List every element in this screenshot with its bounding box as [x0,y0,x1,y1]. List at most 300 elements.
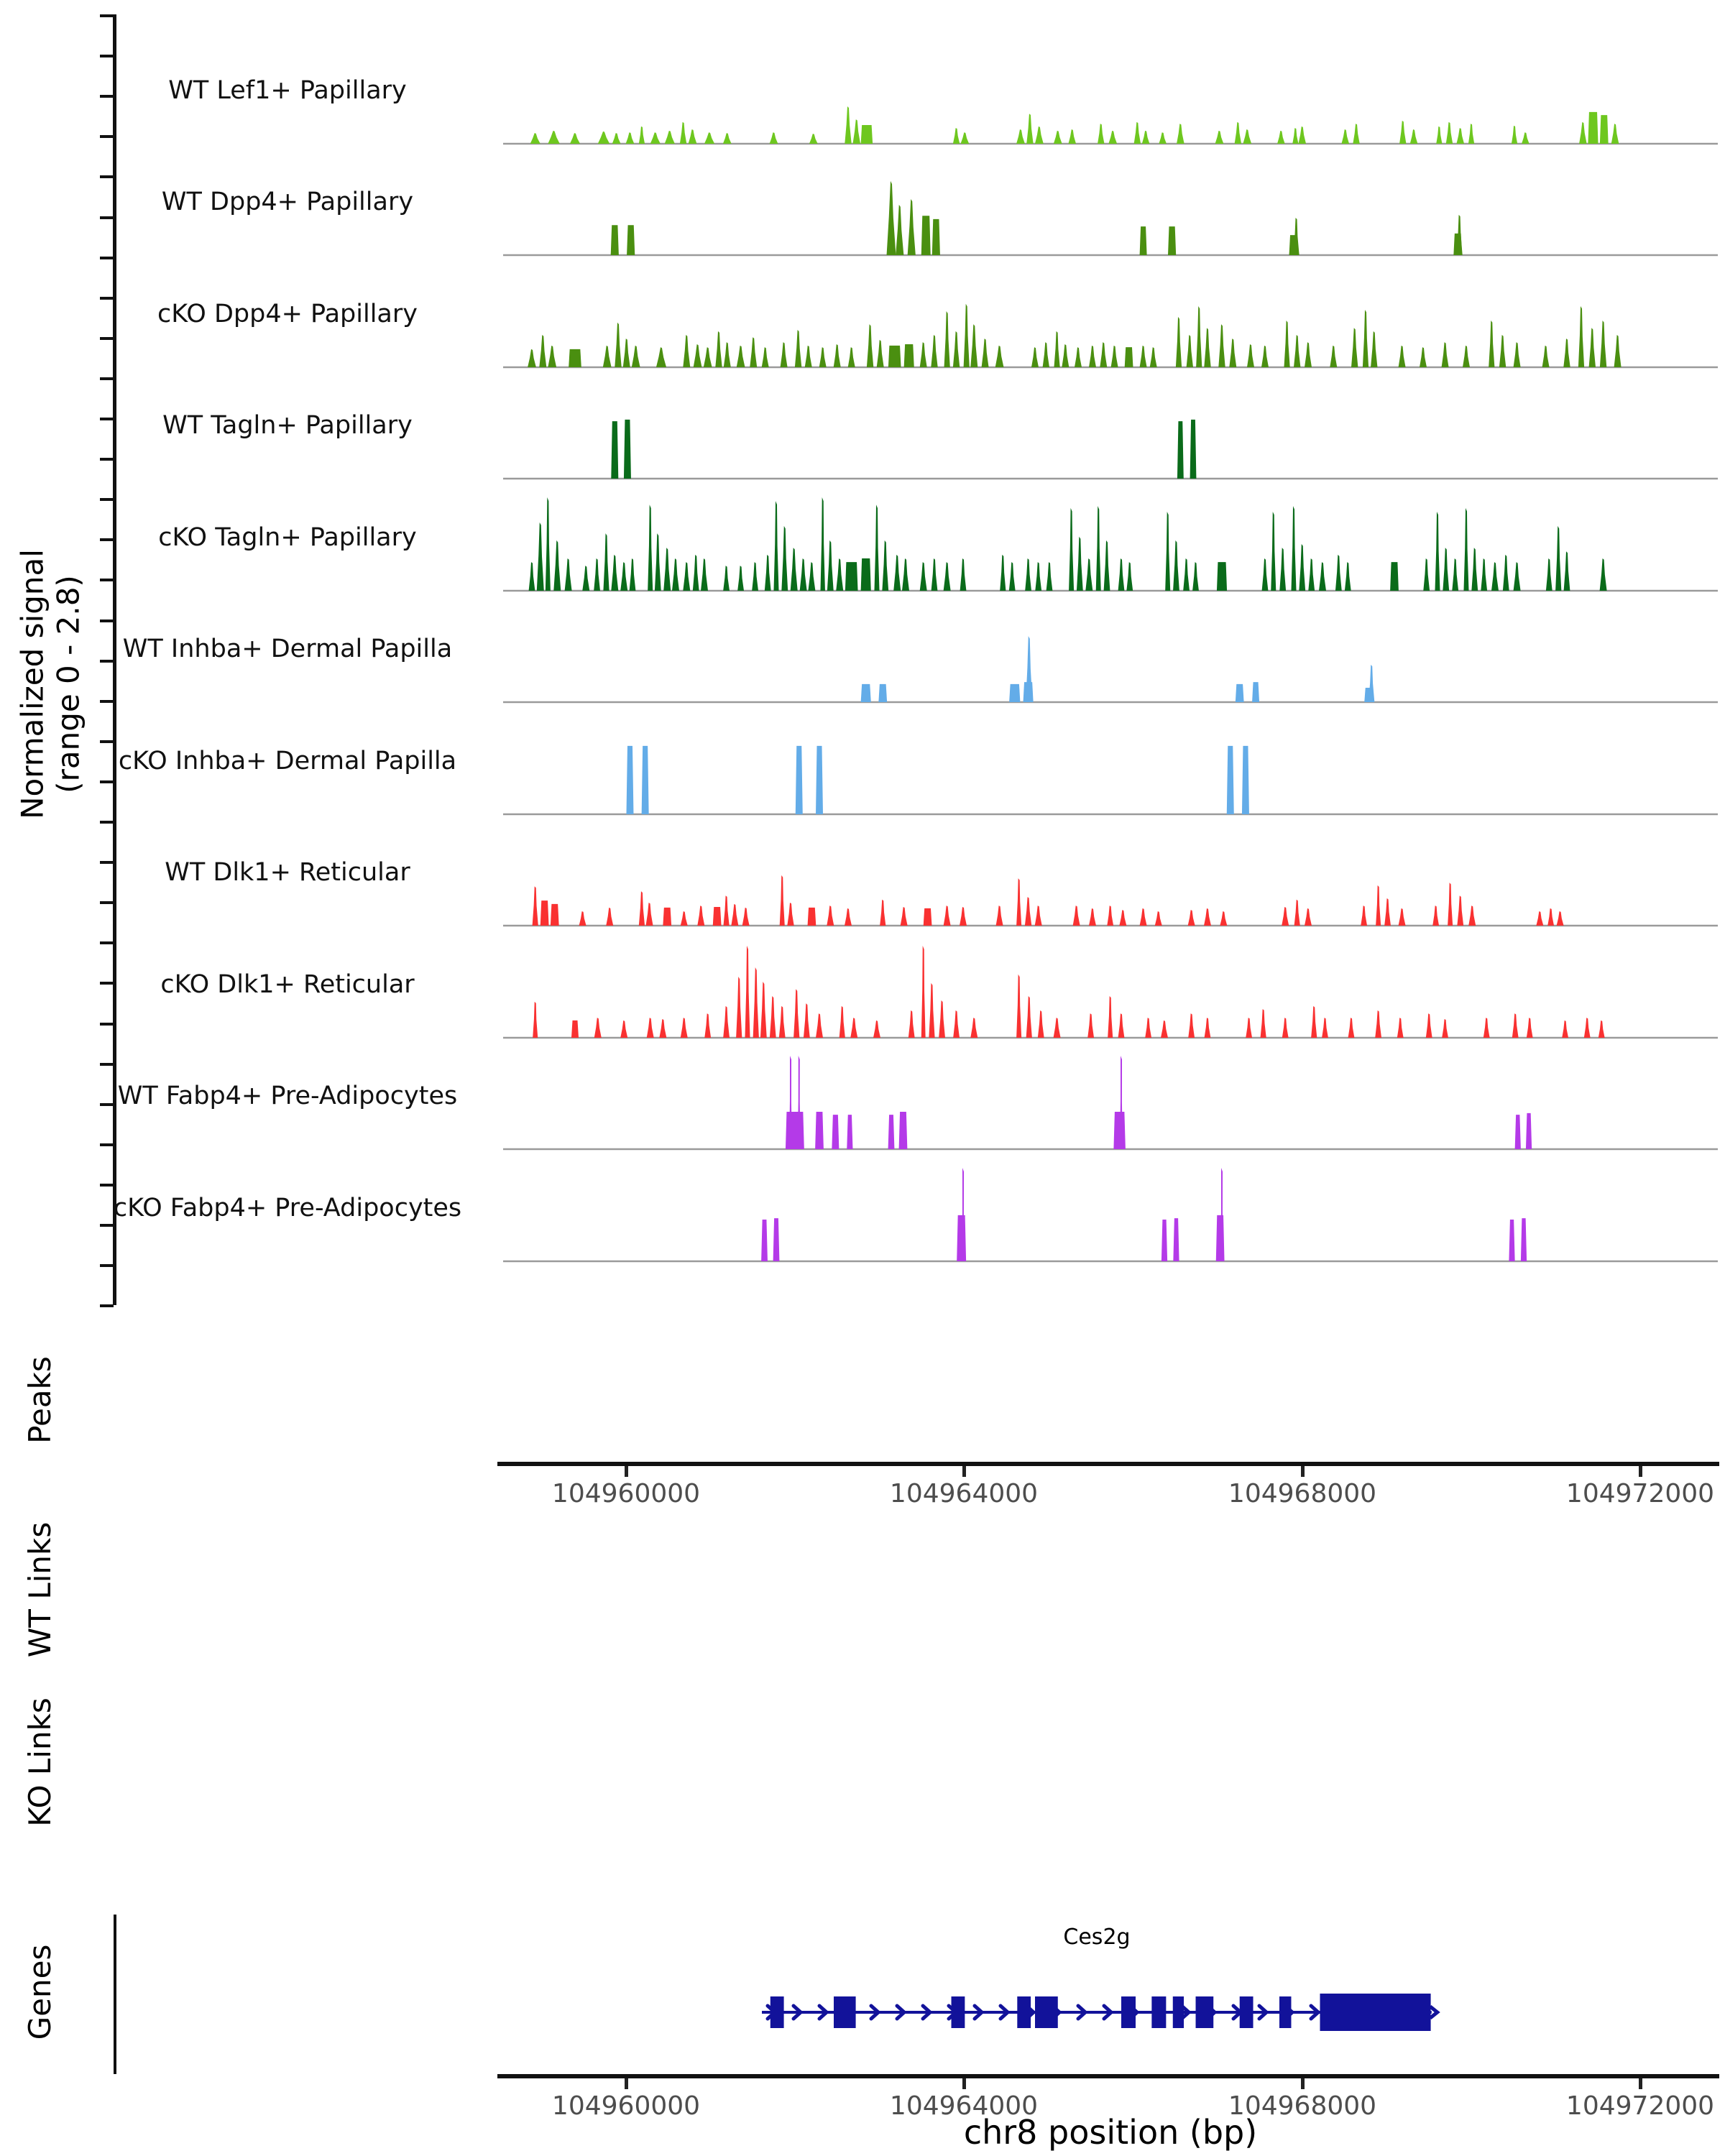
signal-peak [840,1006,845,1038]
axis-tick-label: 104972000 [1565,2091,1715,2121]
gene-model-svg [503,1971,1718,2054]
signal-peak [1085,558,1092,591]
signal-peak [960,558,967,591]
signal-peak [540,900,549,926]
y-axis-label-line2: (range 0 - 2.8) [50,575,86,793]
signal-peak [867,324,873,367]
signal-peak [929,983,934,1038]
signal-peak [697,906,704,926]
axis-tick [625,2078,628,2089]
signal-peak [770,996,776,1038]
signal-peak [1555,526,1561,591]
signal-peak [1069,508,1074,591]
signal-peak [1384,898,1391,926]
signal-peak [1468,906,1476,926]
signal-peak [681,1018,688,1038]
signal-peak [1075,347,1082,367]
axis-tick-label: 104964000 [889,2091,1039,2121]
signal-peak [1009,684,1020,702]
track-label: WT Inhba+ Dermal Papilla [122,635,453,663]
signal-peak [620,562,627,591]
signal-peak [888,346,901,367]
signal-peak [1399,121,1406,144]
signal-peak [1246,1018,1252,1038]
signal-peak [816,1013,823,1038]
signal-peak [888,1115,895,1149]
track-row-wt-tagln-papillary [0,377,1725,482]
signal-peak [1035,126,1044,144]
signal-peak [944,311,950,367]
gene-exon [952,1996,965,2028]
signal-peak [1282,907,1289,926]
signal-peak [1499,335,1506,367]
signal-peak [553,540,561,591]
signal-peak [1322,1018,1328,1038]
gene-name-label: Ces2g [1063,1925,1131,1950]
signal-peak [1578,306,1584,367]
track-signal-svg [503,1047,1718,1151]
signal-peak [745,946,750,1038]
section-label-ko-links: KO Links [22,1697,58,1827]
signal-peak [970,1018,978,1038]
signal-peak [1043,342,1049,367]
signal-peak [713,907,722,926]
track-label: WT Tagln+ Papillary [162,411,413,440]
signal-peak [1351,328,1358,367]
signal-peak [1348,1018,1355,1038]
signal-peak [761,1220,768,1261]
signal-peak [920,562,927,591]
signal-peak [1526,1113,1532,1149]
signal-peak [1217,562,1227,591]
signal-peak [1291,506,1296,591]
track-signal-svg [503,153,1718,257]
signal-peak [612,133,621,144]
signal-peak [1564,551,1570,591]
signal-peak [753,967,759,1038]
signal-peak [964,304,970,367]
signal-peak [1035,906,1042,926]
signal-peak [594,558,600,591]
signal-peak [970,324,978,367]
signal-peak [672,558,679,591]
signal-peak [1390,562,1399,591]
signal-peak [642,746,649,814]
signal-peak [1375,1010,1381,1038]
signal-peak [931,335,937,367]
track-label: cKO Dlk1+ Reticular [160,970,415,999]
signal-peak [847,1115,852,1149]
signal-peak [1463,346,1470,367]
signal-peak [1125,347,1133,367]
signal-peak [1522,132,1530,144]
signal-peak [1227,746,1234,814]
signal-peak [571,1021,579,1038]
signal-peak [1118,558,1125,591]
signal-peak [1271,512,1276,591]
signal-peak [995,346,1004,367]
signal-peak [1294,900,1300,926]
signal-peak [630,558,636,591]
signal-peak [1299,544,1305,591]
signal-peak [1489,321,1494,367]
signal-peak [689,129,697,144]
axis-tick [1639,2078,1642,2089]
signal-peak [737,346,745,367]
signal-peak [731,904,738,926]
signal-peak [681,911,688,926]
signal-peak [1073,906,1080,926]
signal-peak [845,562,858,591]
signal-peak [1261,346,1269,367]
signal-peak [1204,908,1211,926]
signal-peak [1436,126,1442,144]
signal-peak [1120,1056,1123,1149]
signal-peak [1448,883,1453,926]
signal-peak [796,746,803,814]
signal-peak [528,349,536,367]
signal-peak [1054,1018,1061,1038]
signal-peak [1165,512,1170,591]
signal-peak [1025,558,1031,591]
signal-peak [704,1013,711,1038]
gene-exon [1173,1996,1184,2028]
signal-peak [529,562,535,591]
signal-peak [1176,317,1182,367]
axis-line [497,1462,1719,1466]
signal-peak [1140,226,1147,255]
signal-peak [1035,562,1041,591]
signal-peak [1491,562,1499,591]
signal-peak [1016,129,1025,144]
signal-peak [1026,636,1032,702]
signal-peak [548,346,556,367]
signal-peak [1446,122,1453,144]
signal-peak [852,119,860,144]
signal-peak [1361,906,1367,926]
signal-peak [800,558,807,591]
signal-peak [1463,508,1468,591]
track-signal-svg [503,265,1718,369]
section-label-wt-links: WT Links [22,1521,58,1658]
signal-peak [1162,1220,1167,1261]
signal-peak [896,205,903,255]
gene-exon [770,1996,784,2028]
signal-peak [765,555,771,591]
signal-peak [723,1006,730,1038]
signal-peak [877,340,884,367]
signal-peak [1161,1021,1168,1038]
signal-peak [723,566,730,591]
signal-peak [537,522,544,591]
signal-peak [1215,131,1224,144]
signal-peak [1150,347,1157,367]
signal-peak [594,1018,602,1038]
signal-peak [1247,344,1254,367]
track-signal-svg [503,936,1718,1040]
signal-peak [1563,338,1570,367]
signal-peak [623,338,630,367]
signal-peak [1277,131,1285,144]
signal-peak [1423,558,1430,591]
axis-tick [1639,1466,1642,1477]
signal-peak [611,225,619,255]
signal-peak [820,497,824,591]
signal-peak [723,133,732,144]
signal-peak [611,421,618,479]
signal-peak [1262,558,1269,591]
signal-peak [1311,1006,1317,1038]
gene-exon [1017,1996,1031,2028]
signal-peak [953,331,960,367]
signal-peak [752,562,758,591]
signal-peak [1204,328,1210,367]
signal-peak [960,907,967,926]
signal-peak [704,347,712,367]
signal-peak [773,1218,780,1261]
signal-peak [1062,344,1069,367]
signal-peak [1399,908,1406,926]
signal-peak [861,684,871,702]
signal-peak [1145,1018,1151,1038]
track-label: WT Fabp4+ Pre-Adipocytes [117,1082,458,1110]
signal-peak [1026,996,1032,1038]
signal-peak [1305,342,1312,367]
track-row-wt-lef1-papillary [0,42,1725,147]
signal-peak [603,533,609,591]
track-row-cko-dlk1-reticular [0,936,1725,1041]
signal-peak [1026,114,1033,144]
signal-peak [1341,129,1349,144]
signal-peak [921,216,931,255]
gene-exon [1279,1996,1291,2028]
signal-peak [1134,122,1141,144]
track-row-wt-dpp4-papillary [0,153,1725,258]
signal-peak [1187,335,1193,367]
signal-peak [1140,346,1147,367]
track-row-cko-fabp4-pre-adipocytes [0,1159,1725,1264]
signal-peak [1397,1018,1404,1038]
signal-peak [882,540,888,591]
signal-peak [932,219,940,255]
signal-peak [808,908,816,926]
signal-peak [1188,1013,1195,1038]
signal-peak [723,895,729,926]
signal-peak [546,497,551,591]
signal-peak [781,526,788,591]
signal-peak [836,558,843,591]
signal-peak [598,132,610,144]
signal-peak [908,199,916,255]
signal-peak [570,133,580,144]
signal-peak [1547,908,1554,926]
signal-peak [804,1003,810,1038]
signal-peak [1345,562,1351,591]
signal-peak [1426,1013,1432,1038]
signal-peak [1119,910,1126,926]
axis-line [497,2074,1719,2078]
signal-peak [655,533,661,591]
signal-peak [1512,126,1517,144]
track-label: WT Dpp4+ Papillary [161,188,414,216]
signal-peak [1220,911,1227,926]
track-row-cko-dpp4-papillary [0,265,1725,370]
signal-peak [1527,1018,1533,1038]
track-label: cKO Dpp4+ Papillary [157,300,418,328]
signal-peak [924,908,932,926]
signal-peak [1284,321,1289,367]
signal-peak [1353,124,1359,144]
signal-peak [873,1021,880,1038]
signal-peak [632,346,640,367]
signal-peak [1140,908,1147,926]
signal-peak [1521,1218,1527,1261]
signal-peak [737,566,744,591]
signal-peak [551,904,559,926]
signal-peak [1087,1013,1094,1038]
signal-peak [845,908,852,926]
signal-peak [1108,996,1113,1038]
signal-peak [1279,548,1286,591]
signal-peak [819,347,827,367]
signal-peak [539,335,546,367]
signal-peak [1177,421,1184,479]
signal-peak [861,558,871,591]
signal-peak [960,132,969,144]
signal-peak [1292,128,1298,144]
signal-peak [1330,346,1337,367]
signal-peak [1512,1013,1519,1038]
signal-peak [1294,335,1300,367]
signal-peak [1509,1220,1514,1261]
signal-peak [1557,911,1564,926]
axis-tick-label: 104968000 [1228,2091,1377,2121]
gene-exon [1196,1996,1214,2028]
signal-peak [646,903,653,926]
gene-thick-exon [1320,1994,1430,2031]
signal-peak [1173,1218,1179,1261]
track-row-cko-tagln-papillary [0,489,1725,594]
axis-tick-label: 104964000 [889,1479,1039,1508]
genes-bracket-line [114,1915,116,2074]
track-row-wt-inhba-dermal-papilla [0,600,1725,705]
signal-peak [878,684,887,702]
signal-peak [899,1112,908,1149]
signal-peak [834,344,841,367]
signal-peak [1335,555,1342,591]
track-label: cKO Inhba+ Dermal Papilla [118,747,457,775]
signal-peak [1038,1010,1044,1038]
signal-peak [606,908,613,926]
signal-peak [921,946,926,1038]
signal-peak [1155,911,1162,926]
signal-peak [1579,122,1587,144]
track-signal-svg [503,600,1718,704]
signal-peak [1077,537,1083,591]
signal-peak [1443,548,1449,591]
signal-peak [1168,226,1176,255]
signal-peak [626,132,635,144]
signal-peak [795,330,801,367]
track-label: cKO Fabp4+ Pre-Adipocytes [113,1194,462,1222]
signal-peak [1173,540,1179,591]
signal-peak [715,331,722,367]
axis-tick [962,2078,966,2089]
signal-peak [1442,1019,1448,1038]
signal-peak [533,886,538,926]
axis-tick-label: 104972000 [1565,1479,1715,1508]
signal-peak [615,323,621,367]
signal-peak [1484,1018,1490,1038]
signal-peak [1054,331,1059,367]
signal-peak [944,562,951,591]
peaks-panel [503,1330,1718,1459]
signal-peak [1452,558,1458,591]
signal-peak [533,1002,538,1038]
signal-peak [548,131,559,144]
signal-peak [626,746,633,814]
signal-peak [639,891,645,926]
signal-peak [901,907,908,926]
track-label: cKO Tagln+ Papillary [158,523,417,552]
axis-tick-label: 104968000 [1228,1479,1377,1508]
y-axis-tick [100,1304,114,1307]
signal-peak [1111,346,1118,367]
signal-peak [1319,562,1326,591]
signal-peak [1009,562,1016,591]
signal-peak [1031,347,1039,367]
signal-peak [1104,540,1110,591]
gene-exon [1035,1996,1058,2028]
signal-peak [1371,331,1377,367]
track-signal-svg [503,42,1718,146]
signal-peak [787,903,794,926]
signal-peak [648,505,653,591]
signal-peak [908,1010,915,1038]
ko-links-panel [503,1689,1718,1833]
signal-peak [650,132,661,144]
signal-peak [1126,562,1133,591]
signal-peak [1305,908,1312,926]
signal-peak [1142,131,1150,144]
signal-peak [701,558,708,591]
signal-peak [1190,420,1197,479]
signal-peak [880,900,886,926]
signal-peak [1054,131,1062,144]
signal-peak [944,906,951,926]
gene-exon [1121,1996,1136,2028]
signal-peak [1410,129,1418,144]
signal-peak [683,335,690,367]
signal-peak [680,122,686,144]
signal-peak [780,875,785,926]
signal-peak [704,132,714,144]
signal-peak [1611,124,1619,144]
signal-peak [1420,347,1427,367]
signal-peak [1588,112,1598,144]
signal-peak [694,344,702,367]
axis-tick-label: 104960000 [551,2091,701,2121]
signal-peak [1457,895,1463,926]
signal-peak [791,548,798,591]
signal-peak [816,746,823,814]
signal-peak [1089,346,1096,367]
signal-peak [1515,1115,1521,1149]
signal-peak [893,555,901,591]
signal-peak [827,540,834,591]
track-signal-svg [503,712,1718,816]
signal-peak [832,1115,839,1149]
